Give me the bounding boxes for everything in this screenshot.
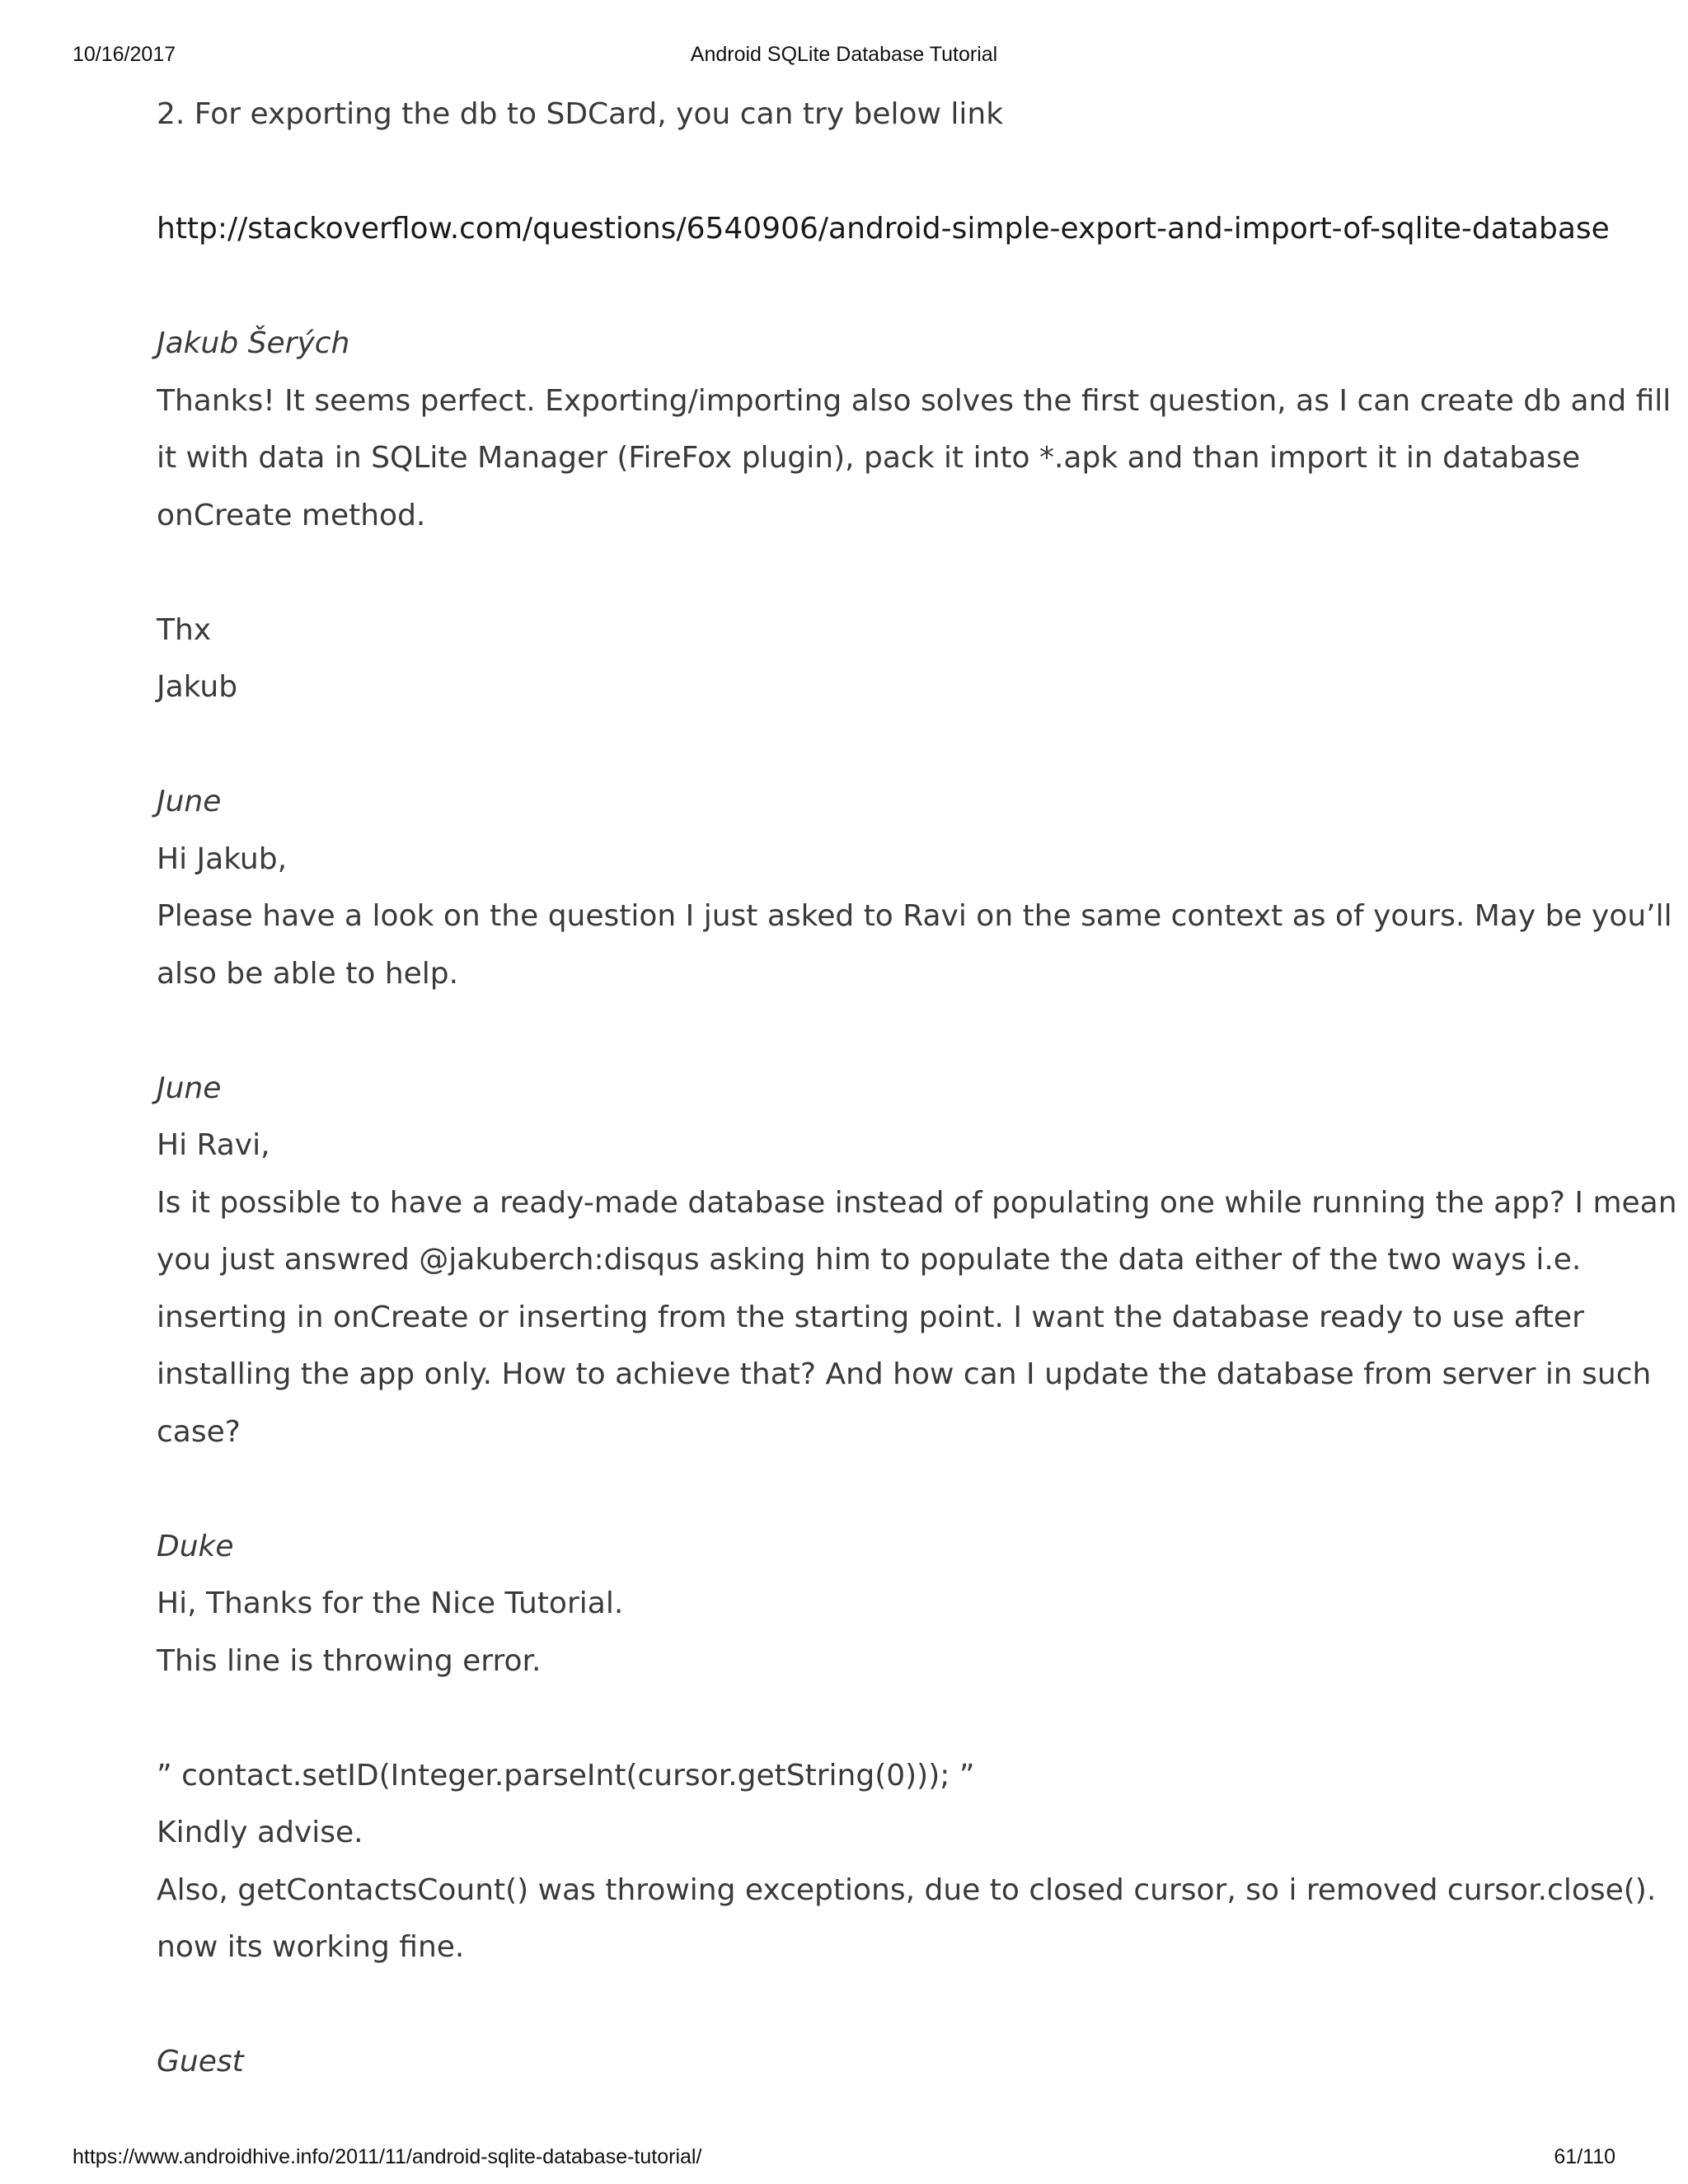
comment-line: Kindly advise. (157, 1816, 363, 1849)
comment-line: it with data in SQLite Manager (FireFox plugin), pack it into *.apk and than import it in database (157, 441, 1581, 475)
comment-author: June (157, 1071, 222, 1105)
comment-line: case? (157, 1414, 241, 1449)
comment-author: Guest (157, 2045, 244, 2079)
spacer (157, 258, 1558, 316)
intro-line: 2. For exporting the db to SDCard, you can try below link (157, 97, 1004, 131)
comment-author: Duke (157, 1529, 234, 1563)
comment-line: This line is throwing error. (157, 1643, 542, 1678)
comment-line: you just answred @jakuberch:disqus asking him to populate the data either of the two ways i.e. (157, 1243, 1582, 1277)
comment (157, 773, 1672, 1002)
comment-line: Please have a look on the question I just asked to Ravi on the same context as of yours. May be you’ll (157, 899, 1672, 933)
print-footer (73, 2145, 1615, 2173)
comment (157, 315, 1672, 716)
comment-line: also be able to help. (157, 956, 459, 991)
comment-line: Hi Ravi, (157, 1128, 270, 1162)
comment-line: Thanks! It seems perfect. Exporting/importing also solves the first question, as I can create db and fill (157, 383, 1672, 418)
spacer (157, 1002, 1558, 1060)
print-date: 10/16/2017 (73, 43, 176, 66)
code-line: ” contact.setID(Integer.parseInt(cursor.getString(0))); ” (157, 1758, 975, 1793)
comments-content (157, 86, 1677, 2091)
spacer (157, 1976, 1558, 2034)
spacer (157, 143, 1558, 201)
stackoverflow-link[interactable]: http://stackoverflow.com/questions/6540906/android-simple-export-and-import-of-sqlite-database (157, 212, 1610, 246)
spacer (157, 716, 1558, 774)
comment-line: Hi Jakub, (157, 841, 288, 876)
print-header (73, 43, 1615, 71)
page-url: https://www.androidhive.info/2011/11/android-sqlite-database-tutorial/ (73, 2145, 702, 2168)
spacer (157, 1690, 1558, 1747)
page-number: 61/110 (1554, 2145, 1615, 2168)
comment (157, 1518, 1657, 1976)
comment-line: Is it possible to have a ready-made database instead of populating one while running the app? I mean (157, 1185, 1677, 1220)
comment-line: installing the app only. How to achieve that? And how can I update the database from server in such (157, 1357, 1652, 1391)
comment (157, 2033, 1558, 2091)
spacer (157, 544, 1558, 602)
comment-line: Thx (157, 612, 212, 647)
comment-line: now its working fine. (157, 1930, 465, 1964)
comment-author: Jakub Šerých (157, 326, 350, 360)
comment (157, 1060, 1677, 1461)
comment-author: June (157, 785, 222, 818)
comment-line: Also, getContactsCount() was throwing exceptions, due to closed cursor, so i removed cursor.close(). (157, 1872, 1657, 1907)
comment-line: Hi, Thanks for the Nice Tutorial. (157, 1586, 624, 1620)
comment-line: Jakub (157, 670, 238, 704)
comment-line: onCreate method. (157, 498, 426, 532)
comment-line: inserting in onCreate or inserting from the starting point. I want the database ready to use after (157, 1300, 1584, 1334)
spacer (157, 1460, 1558, 1518)
document-title: Android SQLite Database Tutorial (690, 43, 998, 66)
